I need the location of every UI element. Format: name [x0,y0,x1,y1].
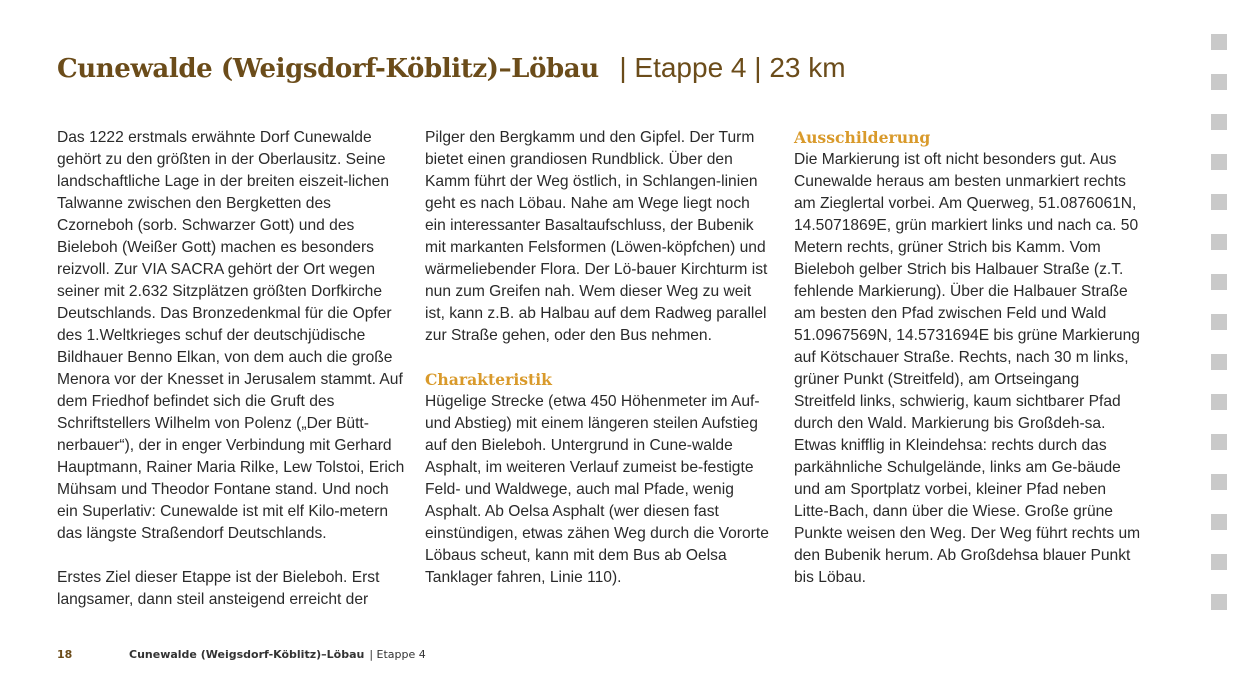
text-column-3 [794,127,1142,611]
text-column-1 [57,127,405,633]
decorative-square [1211,354,1227,370]
decorative-square [1211,274,1227,290]
decorative-square-strip [1211,34,1227,634]
decorative-square [1211,514,1227,530]
decorative-square [1211,194,1227,210]
paragraph-intro: Das 1222 erstmals erwähnte Dorf Cunewalde gehört zu den größten in der Oberlausitz. Seine landschaftliche Lage in der breiten eiszeit-lichen Talwanne zwischen den Bergketten des Czorneboh (sorb. Schwarzer Gott) und des Bieleboh (Weißer Gott) machen es besonders reizvoll. Zur VIA SACRA gehört der Ort wegen seiner mit 2.632 Sitzplätzen größten Dorfkirche Deutschlands. Das Bronzedenkmal für die Opfer des 1.Weltkrieges schuf der deutschjüdische Bildhauer Benno Elkan, von dem auch die große Menora vor der Knesset in Jerusalem stammt. Auf dem Friedhof befindet sich die Gruft des Schriftstellers Wilhelm von Polenz („Der Bütt-nerbauer“), der in enger Verbindung mit Gerhard Hauptmann, Rainer Maria Rilke, Lew Tolstoi, Erich Mühsam und Theodor Fontane stand. Und noch ein Superlativ: Cunewalde ist mit elf Kilo-metern das längste Straßendorf Deutschlands. [57,129,405,542]
heading-ausschilderung: Ausschilderung [794,128,931,147]
decorative-square [1211,394,1227,410]
route-title: Cunewalde (Weigsdorf-Köblitz)–Löbau [57,54,599,84]
decorative-square [1211,474,1227,490]
decorative-square [1211,114,1227,130]
decorative-square [1211,554,1227,570]
paragraph-continuation: Pilger den Bergkamm und den Gipfel. Der Turm bietet einen grandiosen Rundblick. Über den Kamm führt der Weg östlich, in Schlangen-linien geht es nach Löbau. Nahe am Wege liegt noch ein interessanter Basaltaufschluss, der Bubenik mit markanten Felsformen (Löwen-köpfchen) und wärmeliebender Flora. Der Lö-bauer Kirchturm ist nun zum Greifen nah. Wem dieser Weg zu weit ist, kann z.B. ab Halbau auf dem Radweg parallel zur Straße gehen, oder den Bus nehmen. [425,129,768,344]
paragraph-first-goal: Erstes Ziel dieser Etappe ist der Bieleboh. Erst langsamer, dann steil ansteigend erreicht der [57,569,380,608]
page-number: 18 [57,648,73,661]
decorative-square [1211,34,1227,50]
heading-charakteristik: Charakteristik [425,370,552,389]
decorative-square [1211,594,1227,610]
text-column-2 [425,127,773,611]
decorative-square [1211,434,1227,450]
page-footer [57,648,426,662]
footer-route-title: Cunewalde (Weigsdorf-Köblitz)–Löbau [129,648,365,661]
decorative-square [1211,74,1227,90]
footer-title [129,648,426,662]
page-title [57,50,846,87]
decorative-square [1211,154,1227,170]
decorative-square [1211,234,1227,250]
footer-stage: | Etappe 4 [369,648,426,661]
paragraph-ausschilderung: Die Markierung ist oft nicht besonders gut. Aus Cunewalde heraus am besten unmarkiert rechts am Zieglertal vorbei. Am Querweg, 51.0876061N, 14.5071869E, grün markiert links und nach ca. 50 Metern rechts, grüner Strich bis Kamm. Vom Bieleboh gelber Strich bis Halbauer Straße (z.T. fehlende Markierung). Über die Halbauer Straße am besten den Pfad zwischen Feld und Wald 51.0967569N, 14.5731694E bis grüne Markierung auf Kötschauer Straße. Rechts, nach 30 m links, grüner Punkt (Streitfeld), am Ortseingang Streitfeld links, schwierig, kaum sichtbarer Pfad durch den Wald. Markierung bis Großdeh-sa. Etwas knifflig in Kleindehsa: rechts durch das parkähnliche Schulgelände, links am Ge-bäude und am Sportplatz vorbei, kleiner Pfad neben Litte-Bach, dann über die Wiese. Große grüne Punkte weisen den Weg. Der Weg führt rechts um den Bubenik herum. Ab Großdehsa blauer Punkt bis Löbau. [794,151,1141,586]
paragraph-charakteristik: Hügelige Strecke (etwa 450 Höhenmeter im Auf- und Abstieg) mit einem längeren steilen Aufstieg auf den Bieleboh. Untergrund in Cune-walde Asphalt, im weiteren Verlauf zumeist be-festigte Feld- und Waldwege, auch mal Pfade, wenig Asphalt. Ab Oelsa Asphalt (wer diesen fast einstündigen, etwas zähen Weg durch die Vororte Löbaus scheut, kann mit dem Bus ab Oelsa Tanklager fahren, Linie 110). [425,393,769,586]
route-subtitle: | Etappe 4 | 23 km [619,52,846,83]
decorative-square [1211,314,1227,330]
